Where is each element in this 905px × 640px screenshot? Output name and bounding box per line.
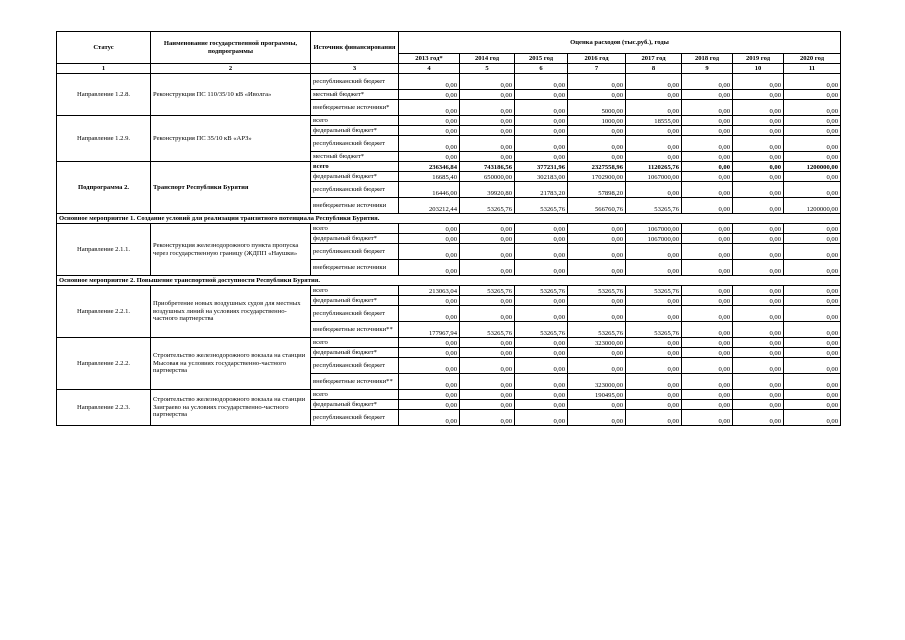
header-program-name: Наименование государственной программы, подпрограммы	[151, 32, 311, 64]
value-cell: 0,00	[784, 234, 841, 244]
header-year: 2014 год	[460, 54, 515, 64]
value-cell: 0,00	[733, 172, 784, 182]
funding-source: республиканский бюджет	[311, 410, 399, 426]
value-cell: 1067000,00	[626, 172, 682, 182]
funding-source: всего	[311, 390, 399, 400]
value-cell: 0,00	[626, 390, 682, 400]
value-cell: 0,00	[399, 410, 460, 426]
value-cell: 0,00	[733, 358, 784, 374]
value-cell: 0,00	[568, 410, 626, 426]
value-cell: 0,00	[733, 400, 784, 410]
value-cell: 377231,96	[515, 162, 568, 172]
value-cell: 0,00	[626, 244, 682, 260]
value-cell: 0,00	[682, 358, 733, 374]
value-cell: 0,00	[626, 260, 682, 276]
column-number: 4	[399, 64, 460, 74]
value-cell: 0,00	[399, 90, 460, 100]
funding-source: внебюджетные источники**	[311, 374, 399, 390]
value-cell: 743186,56	[460, 162, 515, 172]
value-cell: 1067000,00	[626, 224, 682, 234]
table-row	[57, 162, 841, 172]
value-cell: 0,00	[733, 182, 784, 198]
value-cell: 0,00	[682, 152, 733, 162]
value-cell: 0,00	[568, 306, 626, 322]
value-cell: 0,00	[460, 90, 515, 100]
column-number: 6	[515, 64, 568, 74]
value-cell: 0,00	[460, 74, 515, 90]
value-cell: 0,00	[568, 296, 626, 306]
value-cell: 0,00	[682, 90, 733, 100]
value-cell: 0,00	[399, 400, 460, 410]
value-cell: 57898,20	[568, 182, 626, 198]
value-cell: 0,00	[515, 306, 568, 322]
value-cell: 0,00	[399, 152, 460, 162]
value-cell: 0,00	[626, 152, 682, 162]
value-cell: 0,00	[733, 306, 784, 322]
value-cell: 650000,00	[460, 172, 515, 182]
header-year: 2020 год	[784, 54, 841, 64]
value-cell: 0,00	[784, 100, 841, 116]
value-cell: 0,00	[515, 338, 568, 348]
header-year: 2019 год	[733, 54, 784, 64]
value-cell: 302183,00	[515, 172, 568, 182]
value-cell: 0,00	[460, 260, 515, 276]
funding-source: республиканский бюджет	[311, 244, 399, 260]
value-cell: 0,00	[626, 74, 682, 90]
value-cell: 0,00	[626, 306, 682, 322]
section-title: Основное мероприятие 1. Создание условий для реализации транзитного потенциала Республики Бурятия.	[57, 214, 841, 224]
value-cell: 0,00	[515, 152, 568, 162]
value-cell: 0,00	[733, 74, 784, 90]
value-cell: 0,00	[733, 162, 784, 172]
value-cell: 53265,76	[460, 198, 515, 214]
column-number: 2	[151, 64, 311, 74]
value-cell: 0,00	[399, 306, 460, 322]
value-cell: 0,00	[682, 296, 733, 306]
value-cell: 0,00	[784, 410, 841, 426]
value-cell: 0,00	[515, 410, 568, 426]
table-row	[57, 74, 841, 90]
value-cell: 0,00	[784, 322, 841, 338]
value-cell: 0,00	[568, 126, 626, 136]
value-cell: 0,00	[399, 244, 460, 260]
value-cell: 0,00	[460, 234, 515, 244]
value-cell: 0,00	[733, 152, 784, 162]
value-cell: 0,00	[733, 286, 784, 296]
value-cell: 0,00	[682, 172, 733, 182]
column-number: 11	[784, 64, 841, 74]
funding-source: всего	[311, 162, 399, 172]
value-cell: 0,00	[568, 244, 626, 260]
funding-source: всего	[311, 224, 399, 234]
value-cell: 0,00	[784, 136, 841, 152]
value-cell: 0,00	[399, 338, 460, 348]
value-cell: 0,00	[784, 260, 841, 276]
value-cell: 0,00	[460, 116, 515, 126]
funding-source: федеральный бюджет*	[311, 348, 399, 358]
value-cell: 0,00	[460, 296, 515, 306]
funding-source: внебюджетные источники	[311, 198, 399, 214]
header-estimate: Оценка расходов (тыс.руб.), годы	[399, 32, 841, 54]
funding-source: федеральный бюджет*	[311, 296, 399, 306]
value-cell: 53265,76	[568, 286, 626, 296]
value-cell: 0,00	[399, 348, 460, 358]
value-cell: 0,00	[733, 296, 784, 306]
value-cell: 0,00	[733, 348, 784, 358]
value-cell: 0,00	[515, 100, 568, 116]
header-year: 2018 год	[682, 54, 733, 64]
value-cell: 0,00	[399, 358, 460, 374]
value-cell: 0,00	[784, 390, 841, 400]
value-cell: 0,00	[733, 224, 784, 234]
value-cell: 0,00	[733, 234, 784, 244]
value-cell: 0,00	[784, 338, 841, 348]
value-cell: 0,00	[515, 296, 568, 306]
row-status: Направление 1.2.9.	[57, 116, 151, 162]
section-row	[57, 276, 841, 286]
value-cell: 0,00	[460, 358, 515, 374]
value-cell: 0,00	[626, 182, 682, 198]
row-status: Направление 2.2.3.	[57, 390, 151, 426]
value-cell: 0,00	[784, 296, 841, 306]
value-cell: 0,00	[399, 126, 460, 136]
header-row	[57, 32, 841, 54]
value-cell: 0,00	[626, 374, 682, 390]
value-cell: 0,00	[399, 296, 460, 306]
funding-source: внебюджетные источники*	[311, 100, 399, 116]
value-cell: 0,00	[515, 74, 568, 90]
value-cell: 0,00	[568, 136, 626, 152]
funding-source: всего	[311, 116, 399, 126]
value-cell: 0,00	[399, 260, 460, 276]
value-cell: 16685,40	[399, 172, 460, 182]
value-cell: 0,00	[399, 136, 460, 152]
column-number: 10	[733, 64, 784, 74]
value-cell: 0,00	[784, 126, 841, 136]
funding-source: республиканский бюджет	[311, 358, 399, 374]
value-cell: 0,00	[626, 100, 682, 116]
value-cell: 0,00	[515, 358, 568, 374]
value-cell: 0,00	[682, 338, 733, 348]
value-cell: 0,00	[515, 116, 568, 126]
table-row	[57, 224, 841, 234]
table-row	[57, 338, 841, 348]
value-cell: 0,00	[626, 338, 682, 348]
funding-source: внебюджетные источники	[311, 260, 399, 276]
section-title: Основное мероприятие 2. Повышение транспортной доступности Республики Бурятия.	[57, 276, 841, 286]
value-cell: 0,00	[626, 136, 682, 152]
value-cell: 0,00	[460, 244, 515, 260]
value-cell: 0,00	[784, 244, 841, 260]
column-number: 8	[626, 64, 682, 74]
value-cell: 203212,44	[399, 198, 460, 214]
value-cell: 0,00	[682, 198, 733, 214]
value-cell: 53265,76	[515, 286, 568, 296]
funding-source: местный бюджет*	[311, 152, 399, 162]
value-cell: 0,00	[460, 348, 515, 358]
header-year: 2013 год*	[399, 54, 460, 64]
value-cell: 0,00	[626, 90, 682, 100]
value-cell: 0,00	[568, 358, 626, 374]
value-cell: 16446,00	[399, 182, 460, 198]
value-cell: 53265,76	[626, 286, 682, 296]
value-cell: 0,00	[515, 126, 568, 136]
header-status: Статус	[57, 32, 151, 64]
value-cell: 213063,04	[399, 286, 460, 296]
funding-source: внебюджетные источники**	[311, 322, 399, 338]
value-cell: 0,00	[784, 224, 841, 234]
value-cell: 21783,20	[515, 182, 568, 198]
value-cell: 566760,76	[568, 198, 626, 214]
budget-document	[56, 31, 841, 426]
value-cell: 0,00	[515, 90, 568, 100]
value-cell: 0,00	[682, 100, 733, 116]
value-cell: 323000,00	[568, 374, 626, 390]
value-cell: 0,00	[784, 374, 841, 390]
funding-source: всего	[311, 286, 399, 296]
value-cell: 0,00	[460, 374, 515, 390]
value-cell: 0,00	[568, 90, 626, 100]
value-cell: 0,00	[682, 348, 733, 358]
funding-source: местный бюджет*	[311, 90, 399, 100]
value-cell: 0,00	[460, 152, 515, 162]
value-cell: 1120265,76	[626, 162, 682, 172]
value-cell: 1200000,00	[784, 162, 841, 172]
row-status: Направление 2.2.1.	[57, 286, 151, 338]
row-status: Направление 2.1.1.	[57, 224, 151, 276]
funding-source: республиканский бюджет	[311, 74, 399, 90]
column-number: 9	[682, 64, 733, 74]
header-year: 2016 год	[568, 54, 626, 64]
column-number: 1	[57, 64, 151, 74]
row-status: Подпрограмма 2.	[57, 162, 151, 214]
value-cell: 0,00	[682, 410, 733, 426]
value-cell: 1000,00	[568, 116, 626, 126]
table-row	[57, 390, 841, 400]
value-cell: 0,00	[515, 374, 568, 390]
value-cell: 53265,76	[515, 322, 568, 338]
value-cell: 0,00	[399, 116, 460, 126]
column-number: 3	[311, 64, 399, 74]
row-program-name: Приобретение новых воздушных судов для местных воздушных линий на условиях государственно-частного партнерства	[151, 286, 311, 338]
value-cell: 0,00	[682, 374, 733, 390]
column-number: 5	[460, 64, 515, 74]
value-cell: 0,00	[515, 224, 568, 234]
value-cell: 0,00	[399, 100, 460, 116]
value-cell: 0,00	[784, 74, 841, 90]
value-cell: 0,00	[460, 100, 515, 116]
value-cell: 0,00	[399, 74, 460, 90]
value-cell: 0,00	[568, 348, 626, 358]
value-cell: 0,00	[399, 390, 460, 400]
value-cell: 0,00	[460, 136, 515, 152]
value-cell: 0,00	[784, 152, 841, 162]
value-cell: 0,00	[784, 400, 841, 410]
value-cell: 1702900,00	[568, 172, 626, 182]
value-cell: 0,00	[626, 410, 682, 426]
value-cell: 0,00	[682, 286, 733, 296]
header-year: 2015 год	[515, 54, 568, 64]
row-program-name: Реконструкция железнодорожного пункта пропуска через государственную границу (ЖДПП «Наушки»	[151, 224, 311, 276]
header-funding-source: Источник финансирования	[311, 32, 399, 64]
value-cell: 0,00	[682, 260, 733, 276]
value-cell: 53265,76	[460, 286, 515, 296]
value-cell: 0,00	[626, 358, 682, 374]
value-cell: 0,00	[399, 234, 460, 244]
value-cell: 323000,00	[568, 338, 626, 348]
value-cell: 0,00	[460, 306, 515, 322]
value-cell: 0,00	[626, 348, 682, 358]
funding-source: республиканский бюджет	[311, 136, 399, 152]
value-cell: 0,00	[515, 348, 568, 358]
value-cell: 53265,76	[568, 322, 626, 338]
value-cell: 0,00	[568, 74, 626, 90]
funding-source: республиканский бюджет	[311, 306, 399, 322]
row-program-name: Строительство железнодорожного вокзала на станции Мысовая на условиях государственно-частного партнерства	[151, 338, 311, 390]
value-cell: 0,00	[399, 374, 460, 390]
column-number-row	[57, 64, 841, 74]
value-cell: 0,00	[784, 116, 841, 126]
value-cell: 0,00	[682, 162, 733, 172]
table-row	[57, 116, 841, 126]
value-cell: 0,00	[515, 260, 568, 276]
value-cell: 0,00	[568, 400, 626, 410]
value-cell: 0,00	[733, 90, 784, 100]
value-cell: 0,00	[626, 400, 682, 410]
value-cell: 0,00	[460, 410, 515, 426]
funding-source: всего	[311, 338, 399, 348]
value-cell: 236346,84	[399, 162, 460, 172]
value-cell: 0,00	[460, 400, 515, 410]
value-cell: 0,00	[515, 244, 568, 260]
value-cell: 0,00	[568, 224, 626, 234]
value-cell: 0,00	[733, 116, 784, 126]
value-cell: 5000,00	[568, 100, 626, 116]
row-program-name: Реконструкция ПС 35/10 кВ «АРЗ»	[151, 116, 311, 162]
value-cell: 18555,00	[626, 116, 682, 126]
value-cell: 0,00	[733, 244, 784, 260]
value-cell: 0,00	[515, 234, 568, 244]
value-cell: 0,00	[733, 322, 784, 338]
value-cell: 0,00	[733, 390, 784, 400]
value-cell: 0,00	[733, 126, 784, 136]
value-cell: 0,00	[682, 74, 733, 90]
value-cell: 53265,76	[626, 322, 682, 338]
value-cell: 0,00	[784, 348, 841, 358]
value-cell: 0,00	[733, 338, 784, 348]
value-cell: 0,00	[682, 306, 733, 322]
value-cell: 0,00	[784, 358, 841, 374]
row-status: Направление 2.2.2.	[57, 338, 151, 390]
value-cell: 1067000,00	[626, 234, 682, 244]
value-cell: 0,00	[460, 126, 515, 136]
value-cell: 190495,00	[568, 390, 626, 400]
value-cell: 0,00	[733, 136, 784, 152]
value-cell: 0,00	[568, 152, 626, 162]
value-cell: 0,00	[682, 244, 733, 260]
funding-source: федеральный бюджет*	[311, 234, 399, 244]
header-year: 2017 год	[626, 54, 682, 64]
value-cell: 53265,76	[515, 198, 568, 214]
value-cell: 0,00	[733, 260, 784, 276]
funding-source: республиканский бюджет	[311, 182, 399, 198]
value-cell: 0,00	[784, 306, 841, 322]
value-cell: 0,00	[682, 126, 733, 136]
value-cell: 0,00	[682, 136, 733, 152]
value-cell: 0,00	[682, 390, 733, 400]
value-cell: 0,00	[784, 90, 841, 100]
value-cell: 0,00	[682, 322, 733, 338]
section-row	[57, 214, 841, 224]
table-row	[57, 286, 841, 296]
funding-source: федеральный бюджет*	[311, 126, 399, 136]
value-cell: 0,00	[460, 338, 515, 348]
row-program-name: Строительство железнодорожного вокзала на станции Заиграево на условиях государственно-частного партнерства	[151, 390, 311, 426]
value-cell: 0,00	[568, 234, 626, 244]
value-cell: 53265,76	[626, 198, 682, 214]
value-cell: 0,00	[733, 198, 784, 214]
budget-table	[56, 31, 841, 426]
row-status: Направление 1.2.8.	[57, 74, 151, 116]
value-cell: 0,00	[626, 126, 682, 136]
row-program-name: Реконструкция ПС 110/35/10 кВ «Иволга»	[151, 74, 311, 116]
value-cell: 0,00	[682, 400, 733, 410]
value-cell: 1200000,00	[784, 198, 841, 214]
value-cell: 0,00	[460, 390, 515, 400]
value-cell: 177967,94	[399, 322, 460, 338]
value-cell: 0,00	[733, 374, 784, 390]
funding-source: федеральный бюджет*	[311, 400, 399, 410]
value-cell: 0,00	[784, 172, 841, 182]
value-cell: 39920,80	[460, 182, 515, 198]
value-cell: 0,00	[784, 182, 841, 198]
value-cell: 0,00	[568, 260, 626, 276]
value-cell: 0,00	[515, 390, 568, 400]
value-cell: 0,00	[515, 136, 568, 152]
value-cell: 0,00	[733, 410, 784, 426]
value-cell: 0,00	[515, 400, 568, 410]
value-cell: 0,00	[626, 296, 682, 306]
value-cell: 2327558,96	[568, 162, 626, 172]
column-number: 7	[568, 64, 626, 74]
value-cell: 0,00	[682, 234, 733, 244]
value-cell: 0,00	[682, 224, 733, 234]
value-cell: 0,00	[733, 100, 784, 116]
funding-source: федеральный бюджет*	[311, 172, 399, 182]
value-cell: 0,00	[682, 116, 733, 126]
value-cell: 0,00	[399, 224, 460, 234]
value-cell: 53265,76	[460, 322, 515, 338]
value-cell: 0,00	[784, 286, 841, 296]
row-program-name: Транспорт Республики Бурятия	[151, 162, 311, 214]
value-cell: 0,00	[682, 182, 733, 198]
value-cell: 0,00	[460, 224, 515, 234]
